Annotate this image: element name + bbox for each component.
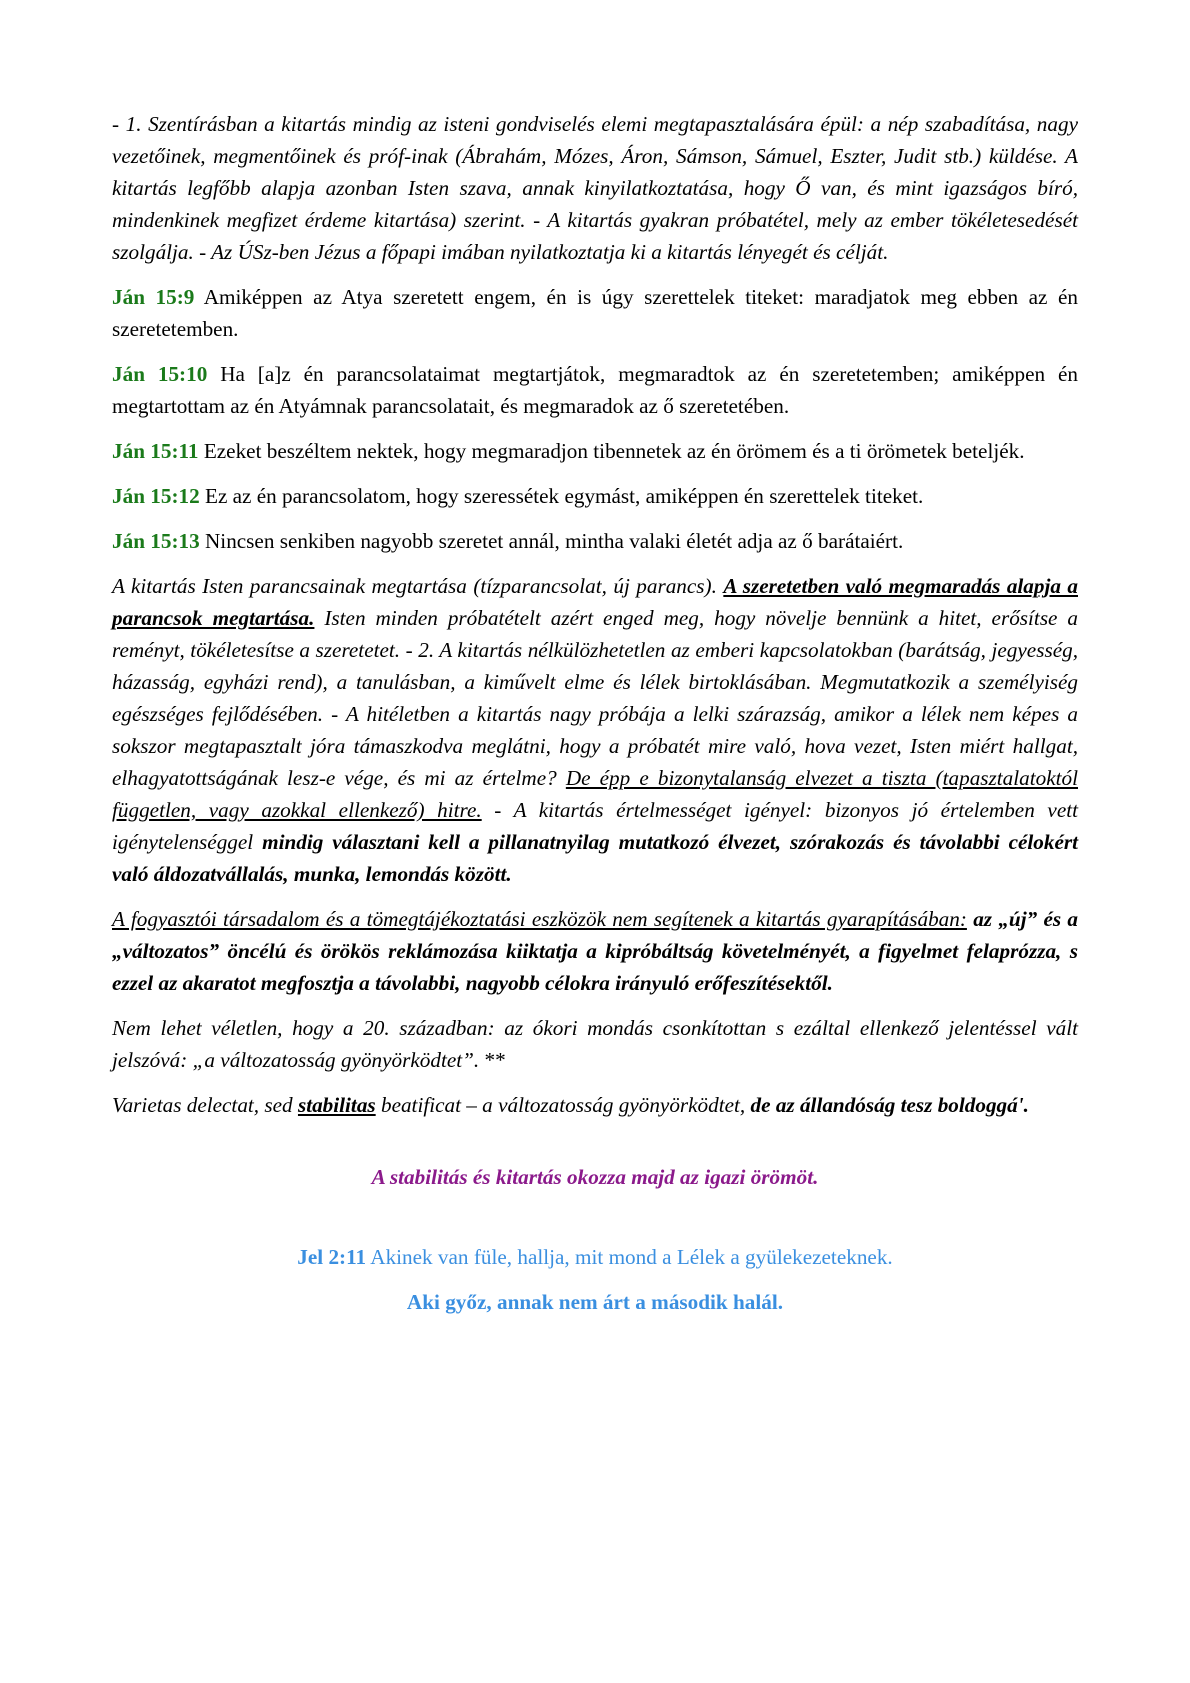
verse-ref: Jel 2:11 bbox=[297, 1245, 367, 1269]
text-segment: Varietas delectat, sed bbox=[112, 1093, 298, 1117]
latin-saying-paragraph bbox=[112, 1089, 1078, 1121]
verse-text: Akinek van füle, hallja, mit mond a Lélek a gyülekezeteknek. bbox=[366, 1245, 893, 1269]
underlined-segment: De épp e bizonytalanság elvezet a tiszta (tapasztalatoktól független, vagy azokkal ellenkező) hitre. bbox=[112, 766, 1078, 822]
verse-text: Ez az én parancsolatom, hogy szeressétek egymást, amiképpen én szerettelek titeket. bbox=[199, 484, 924, 508]
verse-ref: Ján 15:9 bbox=[112, 285, 195, 309]
emphasis-underline: stabilitas bbox=[297, 1093, 376, 1117]
verse-ref: Ján 15:11 bbox=[112, 439, 199, 463]
emphasis-underline: A szeretetben való megmaradás alapja a parancsok megtartása. bbox=[112, 574, 1078, 630]
verse-text: Ha [a]z én parancsolataimat megtartjátok, megmaradtok az én szeretetemben; amiképpen én megtartottam az én Atyámnak parancsolatait, és megmaradok az ő szeretetében. bbox=[112, 362, 1079, 418]
document-page bbox=[112, 108, 1078, 1331]
verse-jan-15-9 bbox=[112, 281, 1078, 345]
final-line: Aki győz, annak nem árt a második halál. bbox=[406, 1290, 784, 1314]
commandments-paragraph bbox=[112, 570, 1078, 890]
verse-ref: Ján 15:12 bbox=[112, 484, 200, 508]
underlined-segment: A fogyasztói társadalom és a tömegtájékoztatási eszközök nem segítenek a kitartás gyarapításában: bbox=[112, 907, 967, 931]
text-segment: A kitartás Isten parancsainak megtartása (tízparancsolat, új parancs). bbox=[112, 574, 724, 598]
saying-paragraph bbox=[112, 1012, 1078, 1076]
verse-ref: Ján 15:10 bbox=[112, 362, 208, 386]
verse-text: Amiképpen az Atya szeretett engem, én is úgy szerettelek titeket: maradjatok meg ebben az én szeretetemben. bbox=[112, 285, 1079, 341]
text-segment: beatificat – a változatosság gyönyörködtet, bbox=[375, 1093, 751, 1117]
text-segment: - A kitartás értelmességet igényel: bizonyos jó értelemben vett igénytelenséggel bbox=[112, 798, 1078, 854]
intro-paragraph: - 1. Szentírásban a kitartás mindig az isteni gondviselés elemi megtapasztalására épül: a nép szabadítása, nagy vezetőinek, megmentőinek és próf-inak (Ábrahám, Mózes, Áron, Sámson, Sámuel, Eszter, Judit stb.) küldése. A kitartás legfőbb alapja azonban Isten szava, annak kinyilatkoztatása, hogy Ő van, és mint igazságos bíró, mindenkinek megfizet érdeme kitartása) szerint. - A kitartás gyakran próbatétel, mely az ember tökéletesedését szolgálja. - Az ÚSz-ben Jézus a főpapi imában nyilatkoztatja ki a kitartás lényegét és célját. bbox=[112, 112, 1078, 264]
final-verse bbox=[112, 1241, 1078, 1273]
verse-text: Ezeket beszéltem nektek, hogy megmaradjon tibennetek az én örömem és a ti örömetek beteljék. bbox=[198, 439, 1025, 463]
bold-segment: de az állandóság tesz boldoggá'. bbox=[750, 1093, 1029, 1117]
verse-text: Nincsen senkiben nagyobb szeretet annál, mintha valaki életét adja az ő barátaiért. bbox=[199, 529, 904, 553]
bold-segment: az „új” és a „változatos” öncélú és örökös reklámozása kiiktatja a kipróbáltság követelményét, a figyelmet felaprózza, s ezzel az akaratot megfosztja a távolabbi, nagyobb célokra irányuló erőfeszítésektől. bbox=[112, 907, 1078, 995]
verse-jan-15-13 bbox=[112, 525, 1078, 557]
verse-jan-15-12 bbox=[112, 480, 1078, 512]
verse-jan-15-10 bbox=[112, 358, 1078, 422]
verse-jan-15-11 bbox=[112, 435, 1078, 467]
bold-segment: mindig választani kell a pillanatnyilag mutatkozó élvezet, szórakozás és távolabbi célokért való áldozatvállalás, munka, lemondás között. bbox=[112, 830, 1078, 886]
text-segment: Nem lehet véletlen, hogy a 20. században: az ókori mondás csonkítottan s ezáltal ellenkező jelentéssel vált jelszóvá: „a változatosság gyönyörködtet”. bbox=[112, 1016, 1078, 1072]
footnote-marker: ** bbox=[479, 1048, 506, 1072]
verse-ref: Ján 15:13 bbox=[112, 529, 200, 553]
consumer-society-paragraph bbox=[112, 903, 1078, 999]
closing-statement: A stabilitás és kitartás okozza majd az igazi örömöt. bbox=[371, 1165, 819, 1189]
text-segment: Isten minden próbatételt azért enged meg, hogy növelje bennünk a hitet, erősítse a reményt, tökéletesítse a szeretetet. - 2. A kitartás nélkülözhetetlen az emberi kapcsolatokban (barátság, jegyesség, házasság, egyházi rend), a tanulásban, a kiművelt elme és lélek birtoklásában. Megmutatkozik a személyiség egészséges fejlődésében. - A hitéletben a kitartás nagy próbája a lelki szárazság, amikor a lélek nem képes a sokszor megtapasztalt jóra támaszkodva meglátni, hogy a próbatét mire való, hova vezet, Isten miért hallgat, elhagyatottságának lesz-e vége, és mi az értelme? bbox=[112, 606, 1079, 790]
